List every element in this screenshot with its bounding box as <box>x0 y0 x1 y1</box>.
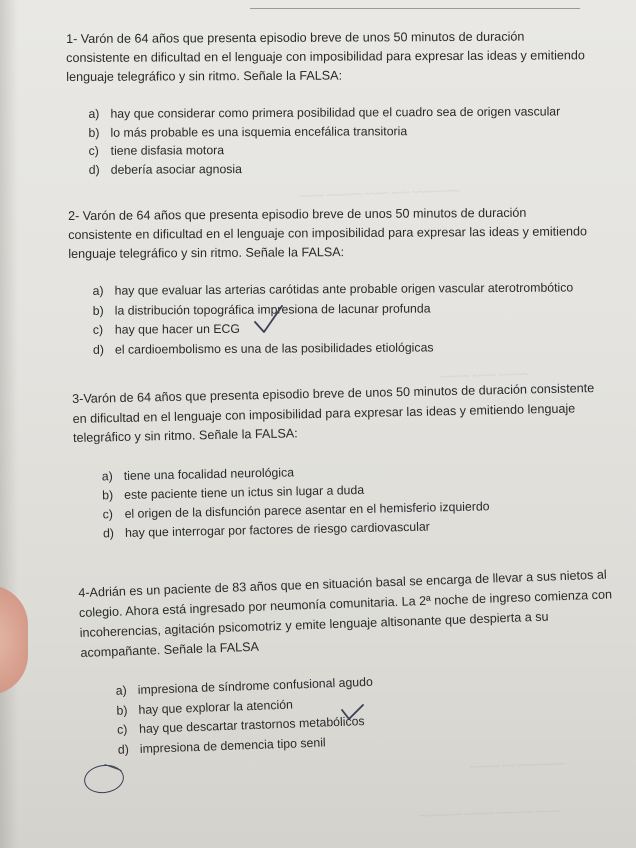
option-letter: d) <box>88 162 100 177</box>
question-stem: 4-Adrián es un paciente de 83 años que en situación basal se encarga de llevar a sus nietos al colegio. Ahora está ingresado por neumonía comunitaria. La 2ª noche de ingreso comienza con incoherencias, agitación psicomotriz y emite lenguaje altisonante que despierta a su acompañante. Señale la FALSA <box>78 567 613 660</box>
option-d[interactable] <box>89 158 587 179</box>
question-4 <box>78 564 629 761</box>
option-letter: d) <box>102 525 115 540</box>
answer-options <box>88 102 586 179</box>
option-text: la distribución topográfica impresiona de lacunar profunda <box>114 300 431 318</box>
answer-options <box>102 456 605 542</box>
option-a[interactable] <box>88 102 586 123</box>
checkmark-icon <box>252 300 286 340</box>
option-text: este paciente tiene un ictus sin lugar a duda <box>124 482 365 502</box>
answer-options <box>115 664 628 760</box>
question-1 <box>66 27 587 179</box>
question-2 <box>68 203 594 360</box>
top-divider <box>250 8 580 9</box>
option-letter: b) <box>88 125 100 140</box>
option-letter: c) <box>102 506 113 521</box>
option-letter: c) <box>92 322 104 337</box>
option-letter: a) <box>92 283 104 298</box>
option-letter: c) <box>88 143 99 158</box>
question-stem: 3-Varón de 64 años que presenta episodio breve de unos 50 minutos de duración consistente en dificultad en el lenguaje con imposibilidad para expresar las ideas y emitiendo lenguaje telegráfico y sin ritmo. Señale la FALSA: <box>72 381 595 445</box>
show-through-text: ~~~~~ ~~~~ ~~~~~ <box>439 368 530 384</box>
option-text: impresiona de síndrome confusional agudo <box>137 674 374 697</box>
option-text: hay que evaluar las arterias carótidas ante probable origen vascular aterotrombótico <box>114 280 574 298</box>
show-through-text: ~~~~~ ~~ ~~~~~~~~ <box>469 758 565 774</box>
option-text: tiene una focalidad neurológica <box>123 464 295 483</box>
option-letter: d) <box>92 342 104 357</box>
option-text: lo más probable es una isquemia encefálica transitoria <box>110 123 408 140</box>
option-letter: a) <box>101 468 113 483</box>
option-text: hay que explorar la atención <box>138 697 294 717</box>
option-text: el cardioembolismo es una de las posibilidades etiológicas <box>114 339 434 357</box>
option-d[interactable] <box>93 337 594 360</box>
option-text: hay que considerar como primera posibilidad que el cuadro sea de origen vascular <box>110 104 561 121</box>
option-text: hay que interrogar por factores de riesgo cardiovascular <box>124 519 430 540</box>
option-letter: a) <box>88 106 100 121</box>
answer-circle-mark <box>82 762 126 795</box>
option-letter: b) <box>116 702 128 718</box>
option-text: impresiona de demencia tipo senil <box>139 734 326 756</box>
question-stem: 1- Varón de 64 años que presenta episodio breve de unos 50 minutos de duración consistente en dificultad en el lenguaje con imposibilidad para expresar las ideas y emitiendo lenguaje telegráfico y sin ritmo. Señale la FALSA: <box>66 29 585 84</box>
show-through-text: ~~~~~~~ ~~~~~ ~~~~~~ ~~~~ <box>419 805 560 823</box>
show-through-text: ~~~~ ~~~~~~ ~~~~ ~~~ ~~~~~~~~ <box>299 185 460 203</box>
answer-options <box>93 278 595 359</box>
option-letter: b) <box>92 303 104 318</box>
option-text: hay que hacer un ECG <box>114 321 241 337</box>
thumb-holding-page <box>0 585 28 695</box>
option-text: el origen de la disfunción parece asentar en el hemisferio izquierdo <box>124 498 490 521</box>
question-stem: 2- Varón de 64 años que presenta episodio breve de unos 50 minutos de duración consistente en dificultad en el lenguaje con imposibilidad para expresar las ideas y emitiendo lenguaje telegráfico y sin ritmo. Señale la FALSA: <box>68 205 587 261</box>
option-letter: a) <box>115 683 127 698</box>
option-letter: d) <box>117 741 130 757</box>
option-text: hay que descartar trastornos metabólicos <box>138 714 365 736</box>
checkmark-icon <box>340 702 366 724</box>
page-edge-shadow <box>0 0 18 848</box>
option-letter: b) <box>102 487 114 502</box>
question-3 <box>72 379 605 544</box>
option-letter: c) <box>116 722 128 737</box>
option-text: debería asociar agnosia <box>110 161 243 177</box>
option-text: tiene disfasia motora <box>110 143 225 158</box>
option-a[interactable] <box>93 278 594 301</box>
